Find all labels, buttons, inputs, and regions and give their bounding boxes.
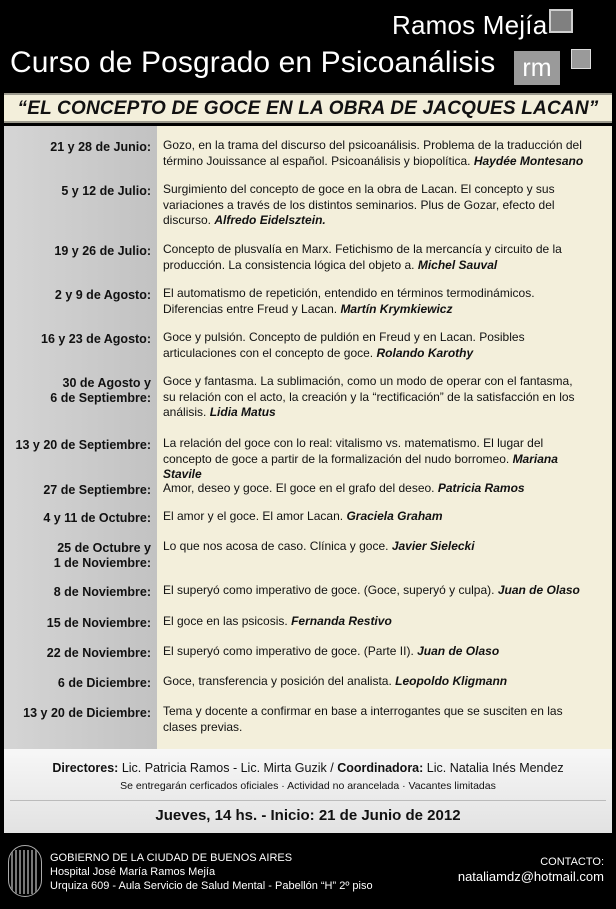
info-panel bbox=[4, 749, 612, 833]
schedule-start: Jueves, 14 hs. - Inicio: 21 de Junio de 2012 bbox=[155, 807, 461, 824]
certificates-note: Se entregarán cerficados oficiales · Actividad no arancelada · Vacantes limitadas bbox=[120, 780, 496, 792]
session-topic: Surgimiento del concepto de goce en la obra de Lacan. El concepto y sus variaciones a través de los distintos seminarios. Plus de Gozar, efecto del discurso. bbox=[163, 182, 555, 227]
decorative-square-icon bbox=[549, 9, 573, 33]
session-topic: Amor, deseo y goce. El goce en el grafo del deseo. bbox=[163, 481, 435, 495]
government-name: GOBIERNO DE LA CIUDAD DE BUENOS AIRES bbox=[50, 852, 293, 864]
session-description bbox=[163, 583, 588, 599]
session-description bbox=[163, 704, 588, 735]
session-date bbox=[4, 376, 151, 406]
session-description bbox=[163, 330, 588, 361]
session-description bbox=[163, 481, 588, 497]
session-date-line: 2 y 9 de Agosto: bbox=[54, 288, 151, 302]
session-date bbox=[4, 585, 151, 600]
divider bbox=[10, 800, 606, 801]
session-date-line: 30 de Agosto y bbox=[62, 376, 151, 390]
session-description bbox=[163, 614, 588, 630]
session-date-line: 1 de Noviembre: bbox=[53, 556, 151, 570]
session-topic: El superyó como imperativo de goce. (Parte II). bbox=[163, 644, 414, 658]
course-title: Curso de Posgrado en Psicoanálisis bbox=[10, 46, 496, 79]
directors-line bbox=[4, 761, 612, 775]
contact-label: CONTACTO: bbox=[540, 856, 604, 868]
session-date-line: 6 de Septiembre: bbox=[50, 391, 151, 405]
session-date bbox=[4, 184, 151, 199]
footer bbox=[0, 836, 616, 909]
schedule bbox=[4, 126, 612, 749]
session-date-line: 22 de Noviembre: bbox=[46, 646, 151, 660]
session-date bbox=[4, 332, 151, 347]
session-description bbox=[163, 182, 588, 229]
session-description bbox=[163, 242, 588, 273]
session-date bbox=[4, 438, 151, 453]
contact-email[interactable]: nataliamdz@hotmail.com bbox=[457, 869, 604, 884]
city-seal-icon bbox=[8, 845, 42, 897]
session-teacher: Fernanda Restivo bbox=[291, 614, 392, 628]
session-date-line: 21 y 28 de Junio: bbox=[50, 140, 151, 154]
session-description bbox=[163, 374, 588, 421]
session-date-line: 27 de Septiembre: bbox=[43, 483, 151, 497]
session-teacher: Graciela Graham bbox=[346, 509, 443, 523]
session-date bbox=[4, 483, 151, 498]
session-teacher: Mariana Stavile bbox=[163, 451, 558, 481]
session-date-line: 8 de Noviembre: bbox=[53, 585, 151, 599]
topic-title: “EL CONCEPTO DE GOCE EN LA OBRA DE JACQUES LACAN” bbox=[17, 98, 599, 119]
session-teacher: Patricia Ramos bbox=[437, 481, 525, 495]
session-topic: El automatismo de repetición, entendido en términos termodinámicos. Diferencias entre Freud y Lacan. bbox=[163, 286, 535, 316]
session-teacher: Rolando Karothy bbox=[376, 345, 474, 360]
session-description bbox=[163, 509, 588, 525]
session-teacher: Haydée Montesano bbox=[473, 153, 584, 168]
session-date-line: 6 de Diciembre: bbox=[57, 676, 151, 690]
session-teacher: Alfredo Eidelsztein. bbox=[214, 213, 326, 227]
session-date-line: 25 de Octubre y bbox=[57, 541, 151, 555]
directors-separator: / bbox=[330, 761, 334, 775]
session-topic: Goce, transferencia y posición del analista. bbox=[163, 674, 392, 688]
session-topic: Goce y pulsión. Concepto de puldión en Freud y en Lacan. Posibles articulaciones con el concepto de goce. bbox=[163, 330, 525, 360]
session-date bbox=[4, 706, 151, 721]
session-topic: La relación del goce con lo real: vitalismo vs. matematismo. El lugar del concepto de goce a partir de la formalización del nudo borromeo. bbox=[163, 436, 544, 466]
session-date-line: 5 y 12 de Julio: bbox=[61, 184, 151, 198]
hospital-name: Hospital José María Ramos Mejía bbox=[50, 866, 216, 878]
session-date bbox=[4, 511, 151, 526]
directors-names: Lic. Patricia Ramos - Lic. Mirta Guzik bbox=[121, 761, 327, 775]
session-date bbox=[4, 646, 151, 661]
session-description bbox=[163, 436, 588, 483]
session-date bbox=[4, 616, 151, 631]
session-date-line: 4 y 11 de Octubre: bbox=[43, 511, 151, 525]
session-teacher: Juan de Olaso bbox=[417, 644, 500, 658]
session-topic: Gozo, en la trama del discurso del psicoanálisis. Problema de la traducción del término Jouissance al español. Psicoanálisis y biopolítica. bbox=[163, 138, 582, 168]
session-date bbox=[4, 676, 151, 691]
session-teacher: Leopoldo Kligmann bbox=[395, 674, 508, 688]
coordinator-label: Coordinadora: bbox=[337, 761, 424, 775]
session-teacher: Michel Sauval bbox=[417, 257, 498, 272]
session-topic: El amor y el goce. El amor Lacan. bbox=[163, 509, 344, 523]
session-description bbox=[163, 138, 588, 169]
session-teacher: Juan de Olaso bbox=[497, 583, 580, 597]
session-topic: El goce en las psicosis. bbox=[163, 614, 288, 628]
session-teacher: Martín Krymkiewicz bbox=[340, 301, 453, 316]
session-topic: Lo que nos acosa de caso. Clínica y goce. bbox=[163, 539, 389, 553]
session-date-line: 15 de Noviembre: bbox=[46, 616, 151, 630]
session-topic: Goce y fantasma. La sublimación, como un modo de operar con el fantasma, su relación con el acto, la creación y la “rectificación” de la satisfacción en los análisis. bbox=[163, 374, 575, 419]
session-description bbox=[163, 674, 588, 690]
session-topic: Concepto de plusvalía en Marx. Fetichismo de la mercancía y circuito de la producción. La consistencia lógica del objeto a. bbox=[163, 242, 562, 272]
session-teacher: Lidia Matus bbox=[209, 405, 276, 419]
session-date bbox=[4, 244, 151, 259]
session-description bbox=[163, 539, 588, 555]
directors-label: Directores: bbox=[52, 761, 119, 775]
session-topic: El superyó como imperativo de goce. (Goce, superyó y culpa). bbox=[163, 583, 495, 597]
session-description bbox=[163, 286, 588, 317]
session-date-line: 13 y 20 de Diciembre: bbox=[23, 706, 151, 720]
session-date-line: 19 y 26 de Julio: bbox=[54, 244, 151, 258]
session-teacher: Javier Sielecki bbox=[391, 539, 475, 553]
session-date-line: 16 y 23 de Agosto: bbox=[41, 332, 151, 346]
decorative-square-small-icon bbox=[571, 49, 591, 69]
header bbox=[0, 0, 616, 92]
session-date bbox=[4, 140, 151, 155]
coordinator-name: Lic. Natalia Inés Mendez bbox=[426, 761, 564, 775]
session-date bbox=[4, 541, 151, 571]
session-description bbox=[163, 644, 588, 660]
topic-banner bbox=[4, 93, 612, 123]
session-date bbox=[4, 288, 151, 303]
address: Urquiza 609 - Aula Servicio de Salud Mental - Pabellón “H” 2º piso bbox=[50, 880, 373, 892]
session-date-line: 13 y 20 de Septiembre: bbox=[15, 438, 151, 452]
brand-name: Ramos Mejía bbox=[392, 10, 548, 40]
session-topic: Tema y docente a confirmar en base a interrogantes que se susciten en las clases previas. bbox=[163, 704, 563, 734]
rm-logo: rm bbox=[514, 51, 560, 85]
